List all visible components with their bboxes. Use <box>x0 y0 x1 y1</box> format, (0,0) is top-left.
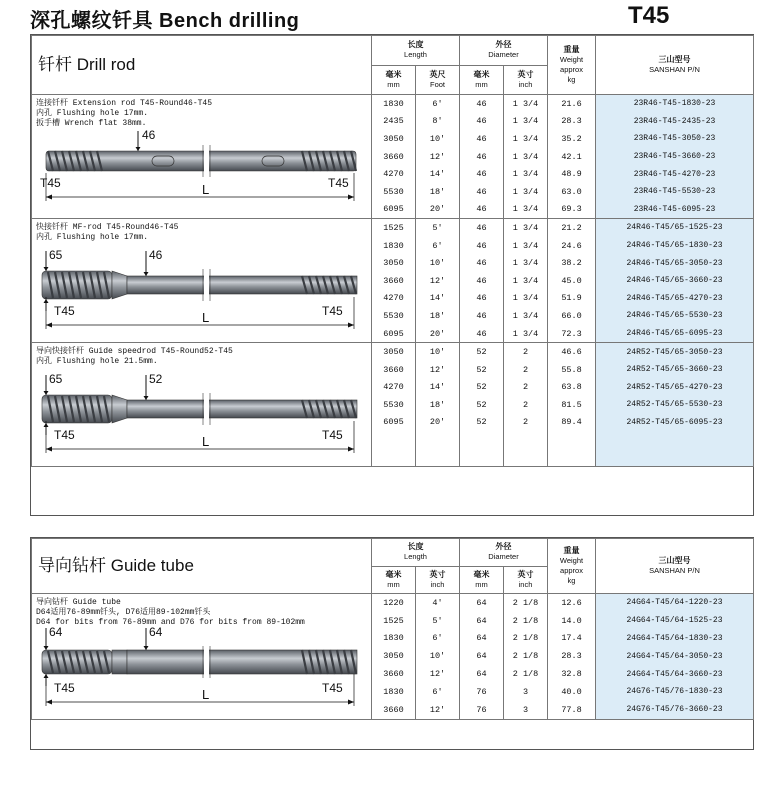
rod-drawing <box>32 620 368 712</box>
table-row <box>32 95 754 113</box>
part-number-cell: 24R52-T45/65-6095-23 <box>596 414 754 432</box>
part-number-cell: 24R46-T45/65-4270-23 <box>596 290 754 308</box>
diameter-inch-cell: 3 <box>504 701 548 719</box>
part-number-cell: 24G76-T45/76-3660-23 <box>596 701 754 719</box>
diagram-label: L <box>202 182 210 198</box>
diameter-mm-cell: 46 <box>460 113 504 131</box>
part-number-cell: 23R46-T45-1830-23 <box>596 95 754 113</box>
diagram-label: 52 <box>149 372 163 387</box>
part-number-cell: 23R46-T45-6095-23 <box>596 201 754 219</box>
length-mm-cell: 6095 <box>372 201 416 219</box>
diameter-inch-cell: 3 <box>504 683 548 701</box>
length-mm-cell: 3660 <box>372 665 416 683</box>
diameter-inch-cell: 2 <box>504 379 548 397</box>
part-number-cell: 24R46-T45/65-1525-23 <box>596 219 754 237</box>
length-ft-cell: 20' <box>416 325 460 343</box>
length-mm-cell: 1525 <box>372 219 416 237</box>
diameter-mm-cell: 46 <box>460 95 504 113</box>
length-ft-cell: 6' <box>416 630 460 648</box>
part-number-cell: 24R52-T45/65-3660-23 <box>596 361 754 379</box>
length-mm-cell: 6095 <box>372 414 416 432</box>
weight-kg-cell: 55.8 <box>548 361 596 379</box>
weight-kg-cell: 21.6 <box>548 95 596 113</box>
length-ft-cell: 18' <box>416 396 460 414</box>
description-line: 扳手槽 Wrench flat 38mm. <box>36 119 147 128</box>
diagram-label: 46 <box>149 248 163 263</box>
diameter-inch-cell: 2 1/8 <box>504 647 548 665</box>
diameter-inch-cell: 1 3/4 <box>504 201 548 219</box>
empty-cell <box>548 449 596 467</box>
foot-header: 英寸 inch <box>416 566 460 594</box>
description-line: D64 for bits from 76-89mm and D76 for bits from 89-102mm <box>36 618 305 627</box>
empty-cell <box>548 431 596 449</box>
length-mm-cell: 5530 <box>372 307 416 325</box>
diameter-inch-cell: 2 <box>504 343 548 361</box>
length-mm-cell: 5530 <box>372 183 416 201</box>
diagram-label: 65 <box>49 372 63 387</box>
diagram-label: L <box>202 310 210 326</box>
length-mm-cell: 4270 <box>372 379 416 397</box>
diameter-mm-cell: 46 <box>460 201 504 219</box>
diagram-label: T45 <box>54 680 75 695</box>
diameter-mm-cell: 52 <box>460 414 504 432</box>
weight-kg-cell: 17.4 <box>548 630 596 648</box>
diameter-mm-cell: 46 <box>460 325 504 343</box>
length-ft-cell: 12' <box>416 148 460 166</box>
weight-kg-cell: 45.0 <box>548 272 596 290</box>
part-number-cell: 23R46-T45-3660-23 <box>596 148 754 166</box>
length-mm-cell: 6095 <box>372 325 416 343</box>
part-number-cell: 24R46-T45/65-3050-23 <box>596 254 754 272</box>
empty-cell <box>372 449 416 467</box>
part-number-cell: 24R52-T45/65-4270-23 <box>596 379 754 397</box>
rod-drawing <box>32 367 368 459</box>
length-ft-cell: 12' <box>416 361 460 379</box>
diameter-inch-cell: 2 1/8 <box>504 630 548 648</box>
part-number-cell: 24R52-T45/65-5530-23 <box>596 396 754 414</box>
length-mm-cell: 3660 <box>372 701 416 719</box>
length-ft-cell: 14' <box>416 165 460 183</box>
weight-kg-cell: 66.0 <box>548 307 596 325</box>
part-number-cell: 24G64-T45/64-1525-23 <box>596 612 754 630</box>
inch-header: 英寸 inch <box>504 566 548 594</box>
length-ft-cell: 12' <box>416 665 460 683</box>
diameter-mm-cell: 64 <box>460 665 504 683</box>
diameter-inch-cell: 1 3/4 <box>504 165 548 183</box>
diameter-inch-cell: 1 3/4 <box>504 290 548 308</box>
diameter-inch-cell: 1 3/4 <box>504 130 548 148</box>
description-line: 导向快接钎杆 Guide speedrod T45-Round52-T45 <box>36 347 233 357</box>
diameter-mm-cell: 76 <box>460 701 504 719</box>
length-ft-cell: 5' <box>416 612 460 630</box>
diameter-header: 外径 Diameter <box>460 539 548 567</box>
part-number-cell: 24G64-T45/64-1220-23 <box>596 594 754 612</box>
diameter-mm-cell: 64 <box>460 630 504 648</box>
length-mm-cell: 1830 <box>372 630 416 648</box>
diameter-mm-cell: 46 <box>460 148 504 166</box>
diameter-inch-cell: 2 1/8 <box>504 594 548 612</box>
diameter-inch-cell: 1 3/4 <box>504 254 548 272</box>
part-number-cell: 24R52-T45/65-3050-23 <box>596 343 754 361</box>
table-row <box>32 594 754 612</box>
product-description <box>32 219 372 343</box>
length-ft-cell: 6' <box>416 95 460 113</box>
weight-kg-cell: 12.6 <box>548 594 596 612</box>
description-line: 内孔 Flushing hole 17mm. <box>36 109 149 118</box>
length-mm-cell: 3050 <box>372 130 416 148</box>
diameter-mm-cell: 52 <box>460 361 504 379</box>
weight-kg-cell: 35.2 <box>548 130 596 148</box>
weight-kg-cell: 63.8 <box>548 379 596 397</box>
diameter-mm-cell: 46 <box>460 183 504 201</box>
inch-header: 英寸 inch <box>504 65 548 95</box>
length-mm-cell: 3660 <box>372 361 416 379</box>
diameter-mm-cell: 52 <box>460 396 504 414</box>
weight-kg-cell: 48.9 <box>548 165 596 183</box>
weight-kg-cell: 81.5 <box>548 396 596 414</box>
rod-diagram <box>32 243 368 338</box>
part-number-cell: 24G64-T45/64-3050-23 <box>596 647 754 665</box>
part-number-cell: 24G76-T45/76-1830-23 <box>596 683 754 701</box>
diameter-mm-header: 毫米 mm <box>460 566 504 594</box>
diagram-label: T45 <box>54 304 75 319</box>
table-row <box>32 343 754 361</box>
part-number-header: 三山型号 SANSHAN P/N <box>596 36 754 95</box>
part-number-cell: 24R46-T45/65-1830-23 <box>596 237 754 255</box>
rod-diagram <box>32 119 368 214</box>
product-description <box>32 594 372 720</box>
page-title: 深孔螺纹钎具 Bench drilling <box>30 10 300 32</box>
diameter-mm-header: 毫米 mm <box>460 65 504 95</box>
diagram-label: 46 <box>142 128 156 143</box>
part-number-cell: 23R46-T45-5530-23 <box>596 183 754 201</box>
weight-kg-cell: 46.6 <box>548 343 596 361</box>
diameter-inch-cell: 2 <box>504 396 548 414</box>
diameter-inch-cell: 1 3/4 <box>504 113 548 131</box>
length-mm-cell: 3660 <box>372 148 416 166</box>
weight-kg-cell: 14.0 <box>548 612 596 630</box>
diagram-label: T45 <box>54 428 75 443</box>
diameter-inch-cell: 1 3/4 <box>504 183 548 201</box>
length-ft-cell: 4' <box>416 594 460 612</box>
weight-kg-cell: 51.9 <box>548 290 596 308</box>
length-ft-cell: 10' <box>416 254 460 272</box>
length-mm-cell: 1525 <box>372 612 416 630</box>
diameter-mm-cell: 46 <box>460 219 504 237</box>
description-line: D64适用76-89mm钎头, D76适用89-102mm钎头 <box>36 608 211 617</box>
description-line: 导向钻杆 Guide tube <box>36 598 121 607</box>
diameter-header: 外径 Diameter <box>460 36 548 66</box>
length-ft-cell: 20' <box>416 201 460 219</box>
diameter-mm-cell: 46 <box>460 130 504 148</box>
diameter-inch-cell: 2 <box>504 414 548 432</box>
weight-kg-cell: 21.2 <box>548 219 596 237</box>
part-number-cell: 24R46-T45/65-5530-23 <box>596 307 754 325</box>
length-mm-cell: 4270 <box>372 165 416 183</box>
empty-cell <box>596 449 754 467</box>
weight-kg-cell: 32.8 <box>548 665 596 683</box>
length-mm-cell: 4270 <box>372 290 416 308</box>
product-description <box>32 95 372 219</box>
length-ft-cell: 18' <box>416 307 460 325</box>
length-ft-cell: 14' <box>416 379 460 397</box>
part-number-cell: 23R46-T45-2435-23 <box>596 113 754 131</box>
part-number-cell: 24R46-T45/65-6095-23 <box>596 325 754 343</box>
rod-diagram <box>32 620 368 715</box>
diameter-inch-cell: 1 3/4 <box>504 95 548 113</box>
diagram-label: T45 <box>40 176 61 191</box>
length-header: 长度 Length <box>372 36 460 66</box>
diameter-inch-cell: 2 1/8 <box>504 665 548 683</box>
weight-kg-cell: 38.2 <box>548 254 596 272</box>
diagram-label: 64 <box>49 624 63 639</box>
diagram-label: T45 <box>322 428 343 443</box>
diameter-inch-cell: 1 3/4 <box>504 307 548 325</box>
description-line: 快接钎杆 MF-rod T45-Round46-T45 <box>36 223 179 233</box>
length-mm-cell: 2435 <box>372 113 416 131</box>
diagram-label: L <box>202 686 210 702</box>
diameter-mm-cell: 64 <box>460 647 504 665</box>
empty-cell <box>596 431 754 449</box>
spec-table <box>31 35 754 467</box>
diameter-inch-cell: 1 3/4 <box>504 219 548 237</box>
foot-header: 英尺 Foot <box>416 65 460 95</box>
diameter-inch-cell: 1 3/4 <box>504 148 548 166</box>
part-number-cell: 24G64-T45/64-3660-23 <box>596 665 754 683</box>
mm-header: 毫米 mm <box>372 566 416 594</box>
diameter-mm-cell: 64 <box>460 612 504 630</box>
description-line: 内孔 Flushing hole 21.5mm. <box>36 357 158 367</box>
weight-kg-cell: 63.0 <box>548 183 596 201</box>
length-header: 长度 Length <box>372 539 460 567</box>
rod-drawing <box>32 243 368 335</box>
empty-cell <box>460 431 504 449</box>
length-ft-cell: 6' <box>416 683 460 701</box>
weight-kg-cell: 72.3 <box>548 325 596 343</box>
length-ft-cell: 10' <box>416 343 460 361</box>
rod-diagram <box>32 367 368 462</box>
diameter-inch-cell: 1 3/4 <box>504 237 548 255</box>
empty-cell <box>416 431 460 449</box>
diagram-label: T45 <box>328 176 349 191</box>
diameter-inch-cell: 1 3/4 <box>504 272 548 290</box>
part-number-header: 三山型号 SANSHAN P/N <box>596 539 754 594</box>
section-title: 钎杆 Drill rod <box>32 36 372 95</box>
diameter-inch-cell: 2 1/8 <box>504 612 548 630</box>
diameter-mm-cell: 46 <box>460 237 504 255</box>
diameter-mm-cell: 52 <box>460 379 504 397</box>
length-mm-cell: 5530 <box>372 396 416 414</box>
weight-kg-cell: 69.3 <box>548 201 596 219</box>
weight-kg-cell: 42.1 <box>548 148 596 166</box>
weight-kg-cell: 40.0 <box>548 683 596 701</box>
diagram-label: L <box>202 434 210 450</box>
diagram-label: 64 <box>149 624 163 639</box>
length-ft-cell: 6' <box>416 237 460 255</box>
length-ft-cell: 5' <box>416 219 460 237</box>
length-ft-cell: 14' <box>416 290 460 308</box>
page-code: T45 <box>628 2 670 29</box>
empty-cell <box>504 431 548 449</box>
mm-header: 毫米 mm <box>372 65 416 95</box>
rod-drawing <box>32 119 368 211</box>
weight-kg-cell: 77.8 <box>548 701 596 719</box>
length-mm-cell: 3660 <box>372 272 416 290</box>
table-row <box>32 219 754 237</box>
diameter-mm-cell: 46 <box>460 307 504 325</box>
drill-rod-section <box>30 34 754 516</box>
diameter-mm-cell: 46 <box>460 272 504 290</box>
spec-table <box>31 538 754 720</box>
diameter-mm-cell: 46 <box>460 290 504 308</box>
diameter-inch-cell: 2 <box>504 361 548 379</box>
weight-header: 重量 Weight approx kg <box>548 36 596 95</box>
length-ft-cell: 12' <box>416 272 460 290</box>
length-ft-cell: 8' <box>416 113 460 131</box>
description-line: 内孔 Flushing hole 17mm. <box>36 233 149 243</box>
weight-kg-cell: 28.3 <box>548 647 596 665</box>
length-ft-cell: 10' <box>416 647 460 665</box>
length-mm-cell: 3050 <box>372 343 416 361</box>
diameter-inch-cell: 1 3/4 <box>504 325 548 343</box>
length-ft-cell: 20' <box>416 414 460 432</box>
weight-header: 重量 Weight approx kg <box>548 539 596 594</box>
length-mm-cell: 1830 <box>372 95 416 113</box>
weight-kg-cell: 89.4 <box>548 414 596 432</box>
weight-kg-cell: 28.3 <box>548 113 596 131</box>
diameter-mm-cell: 64 <box>460 594 504 612</box>
product-description <box>32 343 372 467</box>
diameter-mm-cell: 46 <box>460 254 504 272</box>
diagram-label: T45 <box>322 680 343 695</box>
length-ft-cell: 18' <box>416 183 460 201</box>
length-mm-cell: 1830 <box>372 237 416 255</box>
diagram-label: 65 <box>49 248 63 263</box>
description-line: 连接钎杆 Extension rod T45-Round46-T45 <box>36 99 213 108</box>
empty-cell <box>460 449 504 467</box>
empty-cell <box>504 449 548 467</box>
length-mm-cell: 1830 <box>372 683 416 701</box>
guide-tube-section <box>30 537 754 750</box>
part-number-cell: 24R46-T45/65-3660-23 <box>596 272 754 290</box>
length-ft-cell: 12' <box>416 701 460 719</box>
part-number-cell: 23R46-T45-4270-23 <box>596 165 754 183</box>
length-mm-cell: 1220 <box>372 594 416 612</box>
part-number-cell: 24G64-T45/64-1830-23 <box>596 630 754 648</box>
diameter-mm-cell: 76 <box>460 683 504 701</box>
part-number-cell: 23R46-T45-3050-23 <box>596 130 754 148</box>
diameter-mm-cell: 46 <box>460 165 504 183</box>
diagram-label: T45 <box>322 304 343 319</box>
diameter-mm-cell: 52 <box>460 343 504 361</box>
empty-cell <box>372 431 416 449</box>
length-mm-cell: 3050 <box>372 647 416 665</box>
length-mm-cell: 3050 <box>372 254 416 272</box>
length-ft-cell: 10' <box>416 130 460 148</box>
empty-cell <box>416 449 460 467</box>
weight-kg-cell: 24.6 <box>548 237 596 255</box>
section-title: 导向钻杆 Guide tube <box>32 539 372 594</box>
